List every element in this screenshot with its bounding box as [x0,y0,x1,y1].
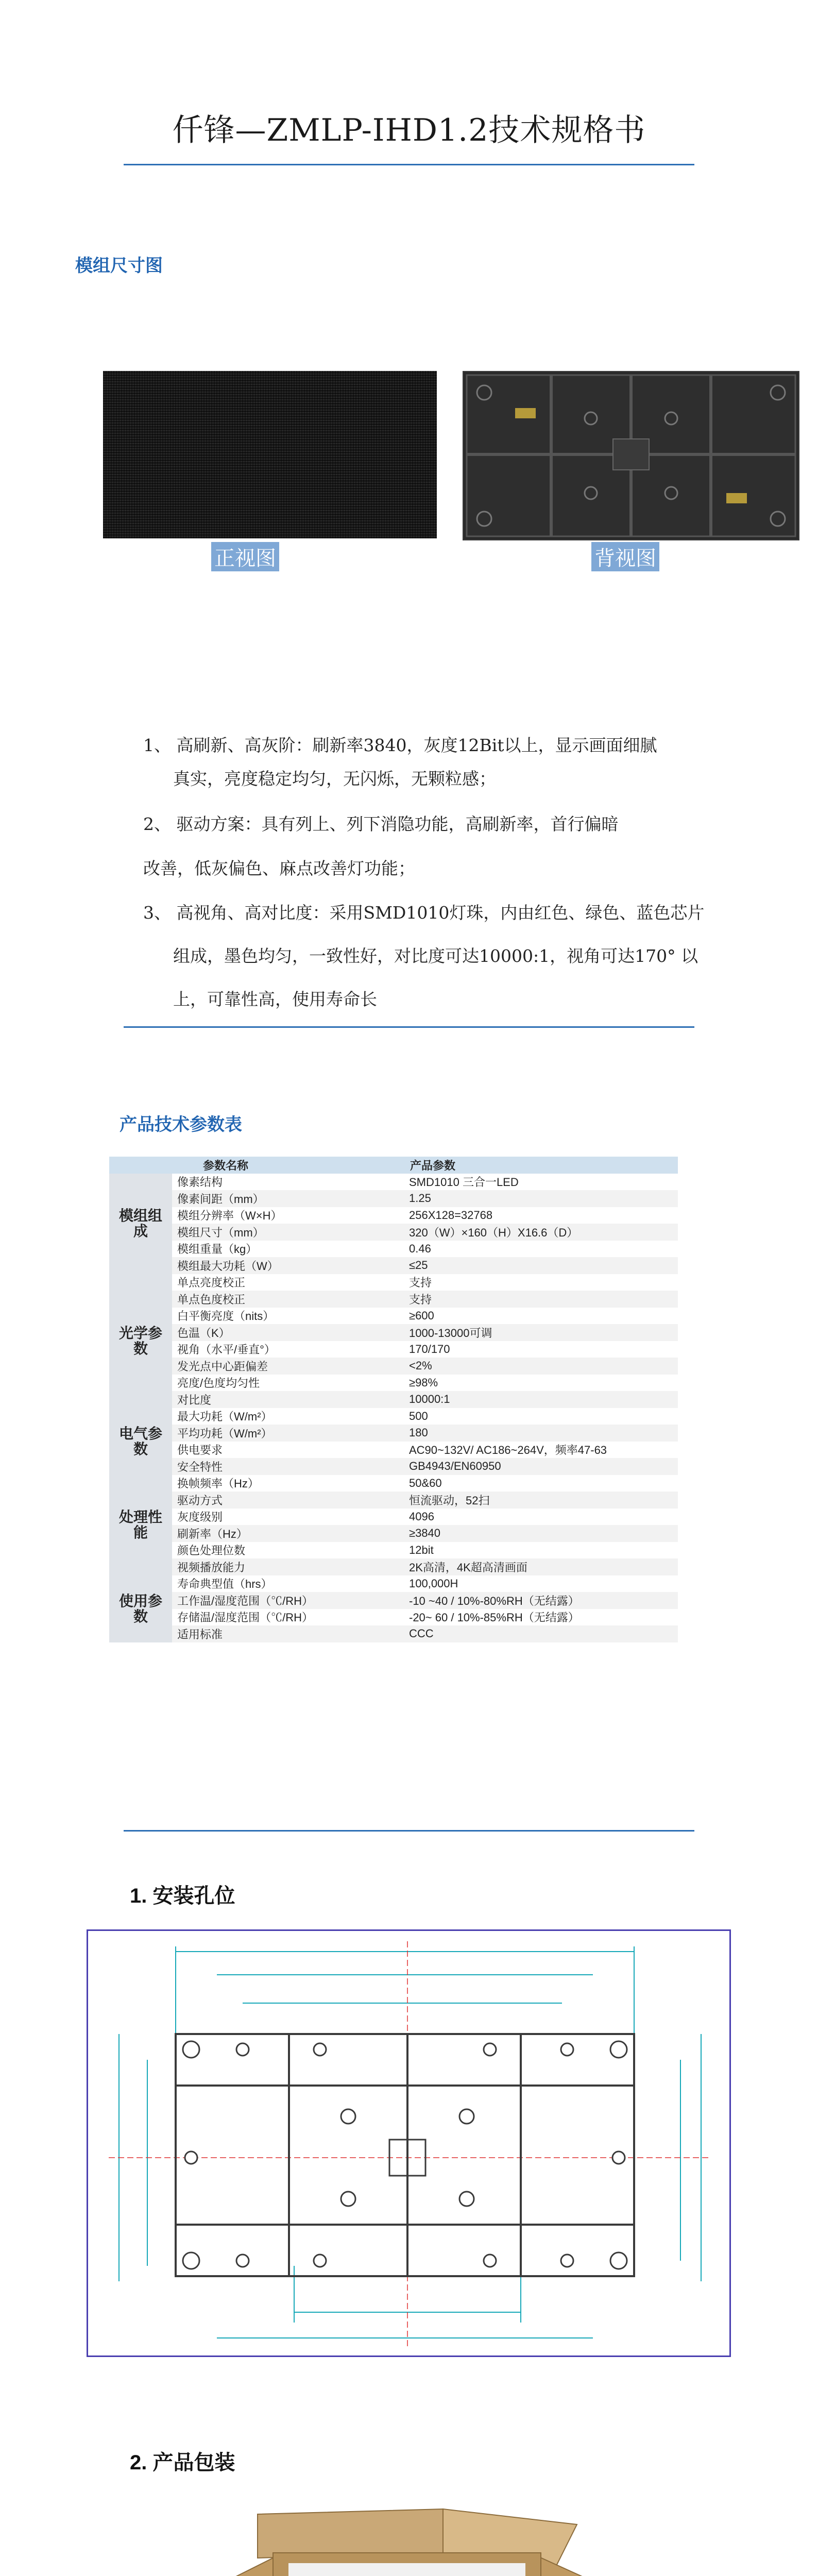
back-view-image [463,371,799,540]
row-value: ≤25 [404,1257,678,1274]
table-row [109,1558,678,1575]
install-heading: 1. 安装孔位 [130,1885,235,1907]
packaging-image [216,2504,600,2576]
row-value: <2% [404,1358,678,1375]
group-label-usage: 使用参数 [109,1575,172,1642]
row-value: CCC [404,1625,678,1642]
table-row [109,1308,678,1325]
table-row [109,1475,678,1492]
document-title: 仟锋—ZMLP-IHD1.2技术规格书 [172,112,646,148]
table-row [109,1408,678,1425]
feature-line-5: 3、 高视角、高对比度：采用SMD1010灯珠，内由红色、绿色、蓝色芯片 [143,903,705,923]
row-value: ≥600 [404,1308,678,1325]
front-view-texture [103,371,437,538]
row-value: 256X128=32768 [404,1207,678,1224]
row-value: 支持 [404,1274,678,1291]
row-name: 单点亮度校正 [172,1274,404,1291]
table-row [109,1207,678,1224]
row-value: -20~ 60 / 10%-85%RH（无结露） [404,1609,678,1626]
row-value: 4096 [404,1509,678,1526]
group-label-processing: 处理性能 [109,1475,172,1575]
row-value: 100,000H [404,1575,678,1592]
row-value: GB4943/EN60950 [404,1458,678,1475]
table-row [109,1575,678,1592]
row-name: 模组重量（kg） [172,1241,404,1258]
feature-line-2: 真实，亮度稳定均匀，无闪烁，无颗粒感； [173,769,496,789]
table-row [109,1190,678,1207]
table-row [109,1391,678,1408]
table-row [109,1375,678,1392]
table-row [109,1224,678,1241]
row-name: 模组最大功耗（W） [172,1257,404,1274]
row-value: 2K高清，4K超高清画面 [404,1558,678,1575]
row-value: 500 [404,1408,678,1425]
row-name: 安全特性 [172,1458,404,1475]
row-value: AC90~132V/ AC186~264V，频率47-63 [404,1442,678,1459]
table-row [109,1241,678,1258]
row-name: 灰度级别 [172,1509,404,1526]
back-view-caption: 背视图 [591,542,659,571]
table-row [109,1609,678,1626]
back-view-drawing [464,372,798,539]
feature-line-7: 上，可靠性高，使用寿命长 [173,989,377,1009]
table-row [109,1625,678,1642]
row-value: SMD1010 三合一LED [404,1174,678,1191]
row-name: 驱动方式 [172,1492,404,1509]
row-value: 320（W）×160（H）X16.6（D） [404,1224,678,1241]
row-name: 平均功耗（W/m²） [172,1425,404,1442]
header-param-name: 参数名称 [172,1157,404,1174]
row-name: 对比度 [172,1391,404,1408]
row-value: ≥3840 [404,1525,678,1542]
feature-line-1: 1、 高刷新、高灰阶：刷新率3840，灰度12Bit以上，显示画面细腻 [143,735,657,755]
row-value: 180 [404,1425,678,1442]
row-name: 存储温/湿度范围（℃/RH） [172,1609,404,1626]
table-row [109,1257,678,1274]
row-value: 170/170 [404,1341,678,1358]
row-name: 视角（水平/垂直°） [172,1341,404,1358]
row-name: 单点色度校正 [172,1291,404,1308]
group-label-electrical: 电气参数 [109,1408,172,1475]
install-drawing-svg [88,1931,729,2355]
table-divider [124,1830,694,1832]
table-row [109,1592,678,1609]
row-name: 色温（K） [172,1324,404,1341]
feature-line-6: 组成，墨色均匀，一致性好，对比度可达10000:1，视角可达170° 以 [173,946,698,966]
row-name: 供电要求 [172,1442,404,1459]
table-header-row [109,1157,678,1174]
table-row [109,1274,678,1291]
row-name: 刷新率（Hz） [172,1525,404,1542]
table-row [109,1458,678,1475]
row-name: 颜色处理位数 [172,1542,404,1559]
spec-table-heading: 产品技术参数表 [120,1115,242,1134]
row-name: 模组分辨率（W×H） [172,1207,404,1224]
group-label-optical: 光学参数 [109,1274,172,1408]
row-value: 50&60 [404,1475,678,1492]
features-divider [124,1026,694,1028]
front-view-caption: 正视图 [211,542,279,571]
row-value: 支持 [404,1291,678,1308]
row-name: 亮度/色度均匀性 [172,1375,404,1392]
table-row [109,1509,678,1526]
row-name: 寿命典型值（hrs） [172,1575,404,1592]
feature-line-3: 2、 驱动方案：具有列上、列下消隐功能，高刷新率，首行偏暗 [143,814,619,834]
row-value: 12bit [404,1542,678,1559]
table-row [109,1291,678,1308]
row-name: 适用标准 [172,1625,404,1642]
row-name: 白平衡亮度（nits） [172,1308,404,1325]
table-row [109,1525,678,1542]
row-name: 视频播放能力 [172,1558,404,1575]
header-param-value: 产品参数 [404,1157,678,1174]
row-value: 10000:1 [404,1391,678,1408]
table-row [109,1542,678,1559]
row-name: 工作温/湿度范围（℃/RH） [172,1592,404,1609]
group-label-module: 模组组成 [109,1174,172,1274]
row-value: 0.46 [404,1241,678,1258]
table-row [109,1492,678,1509]
row-name: 像素结构 [172,1174,404,1191]
header-group-cell [109,1157,172,1174]
table-row [109,1324,678,1341]
module-size-heading: 模组尺寸图 [75,256,163,276]
row-name: 模组尺寸（mm） [172,1224,404,1241]
row-name: 发光点中心距偏差 [172,1358,404,1375]
row-value: 1000-13000可调 [404,1324,678,1341]
table-row [109,1341,678,1358]
packaging-box-svg [216,2504,600,2576]
packaging-heading: 2. 产品包装 [130,2451,235,2474]
table-row [109,1425,678,1442]
table-row [109,1174,678,1191]
spec-table [109,1157,678,1642]
row-value: -10 ~40 / 10%-80%RH（无结露） [404,1592,678,1609]
row-name: 换帧频率（Hz） [172,1475,404,1492]
row-value: ≥98% [404,1375,678,1392]
row-value: 1.25 [404,1190,678,1207]
title-divider [124,164,694,165]
table-row [109,1442,678,1459]
install-drawing [87,1929,731,2357]
feature-line-4: 改善，低灰偏色、麻点改善灯功能； [143,858,415,878]
row-name: 像素间距（mm） [172,1190,404,1207]
row-value: 恒流驱动，52扫 [404,1492,678,1509]
table-row [109,1358,678,1375]
row-name: 最大功耗（W/m²） [172,1408,404,1425]
